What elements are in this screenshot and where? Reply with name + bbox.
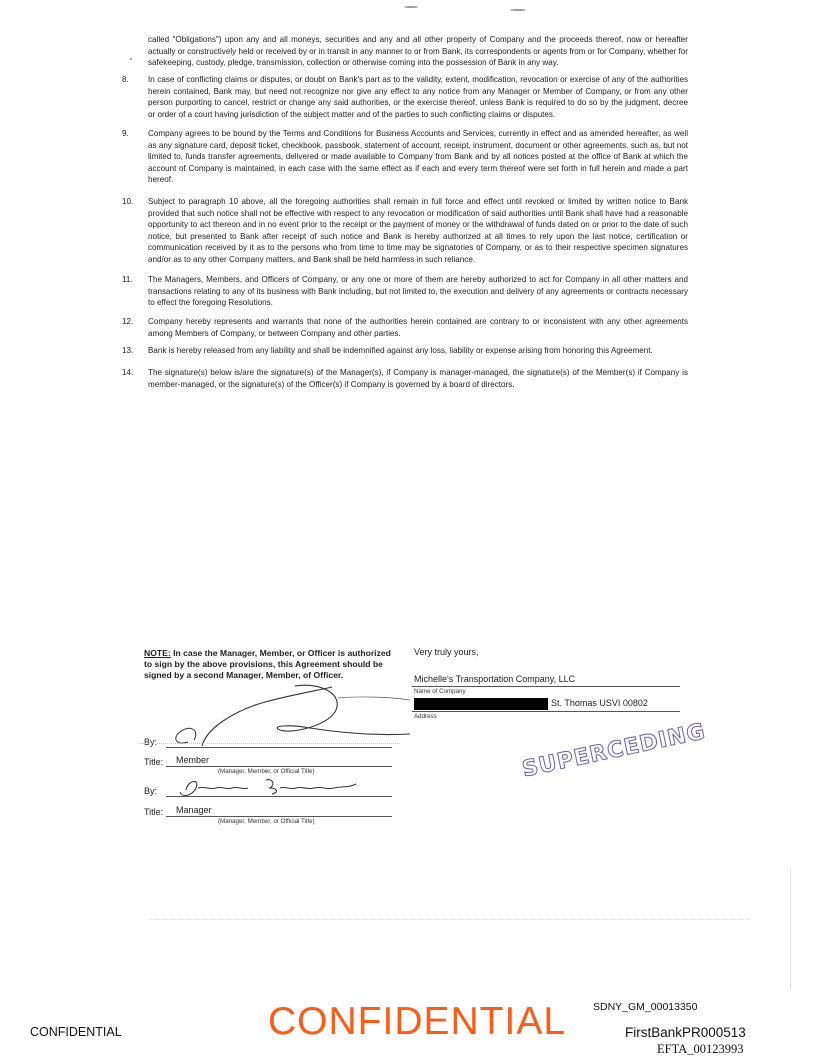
paragraph-text: In case of conflicting claims or disputes, or doubt on Bank's part as to the validity, extent, modification, revocation or exercise of any of the authorities herein contained, Bank may, but need not recognize nor give any effect to any notice from any Manager or Member of Company, or from any other person purporting to cancel, restrict or change any said authorities, or the exercise thereof, unless Bank is required to do so by the judgment, decree or order of a court having jurisdiction of the subject matter and of the parties to such conflicting claims or disputes. — [148, 75, 688, 119]
bates-number: FirstBankPR000513 — [625, 1025, 746, 1040]
signature-1 — [170, 672, 430, 752]
signature-line-2 — [166, 796, 392, 797]
scan-artifact-line — [150, 919, 750, 920]
paragraph-8 — [122, 74, 688, 120]
company-name-line — [412, 686, 680, 687]
paragraph-number: 8. — [122, 75, 129, 84]
note-text: In case the Manager, Member, or Officer is authorized to sign by the above provisions, this Agreement should be signed by a second Manager, Member, of Officer. — [144, 648, 391, 680]
address-label: Address — [414, 713, 437, 720]
scan-speck — [404, 6, 418, 8]
title-label-1: Title: — [144, 757, 164, 767]
title-line-2 — [166, 816, 392, 817]
paragraph-11 — [122, 274, 688, 309]
paragraph-number: 12. — [122, 317, 134, 326]
paragraph-10 — [122, 196, 688, 266]
title-value-2: Manager — [176, 805, 212, 815]
paragraph-number: 10. — [122, 197, 134, 206]
confidential-label-left: CONFIDENTIAL — [30, 1025, 122, 1039]
paragraph-continued — [148, 34, 688, 69]
paragraph-text: The signature(s) below is/are the signature(s) of the Manager(s), if Company is manager-managed, the signature(s) of the Member(s) if Company is member-managed, or the signature(s) of the Officer(s) if Company is governed by a board of directors. — [148, 368, 688, 389]
paragraph-number: 11. — [122, 275, 133, 284]
paragraph-number: 9. — [122, 129, 129, 138]
paragraph-13 — [122, 345, 688, 357]
title-label-2: Title: — [144, 807, 164, 817]
paragraph-text: Subject to paragraph 10 above, all the foregoing authorities shall remain in full force and effect until revoked or limited by written notice to Bank provided that such notice shall not be effective with respect to any revocation or modification of said authorities until Bank shall have had a reasonable opportunity to act thereon and in no event prior to the receipt or the payment of money or the withdrawal of funds dated on or prior to the date of such notice, but presented to Bank after receipt of such notice and Bank is hereby authorized at all times to rely upon the last notice, certification or communication received by it as to the persons who from time to time may be signatories of Company, or as to their respective specimen signatures and/or as to any other Company matters, and Bank shall be held harmless in such reliance. — [148, 197, 688, 264]
scan-speck — [510, 9, 526, 11]
company-name-label: Name of Company — [414, 688, 466, 695]
confidential-watermark: CONFIDENTIAL — [268, 1000, 567, 1043]
paragraph-text: called "Obligations") upon any and all moneys, securities and any and all other property of Company and the proceeds thereof, now or hereafter actually or constructively held or received by or in transit in any manner to or from Bank, its correspondents or agents from or for Company, whether for safekeeping, custody, pledge, transmission, collection or otherwise coming into the possession of Bank in any way. — [148, 35, 688, 68]
signature-2 — [176, 774, 376, 804]
signature-line-1 — [166, 747, 392, 748]
redacted-address — [414, 698, 548, 710]
paragraph-text: Company agrees to be bound by the Terms and Conditions for Business Accounts and Services, currently in effect and as amended hereafter, as well as any signature card, deposit ticket, checkbook, passbook, statement of account, receipt, instrument, document or other agreements, such as, but not limited to, funds transfer agreements, delivered or made available to Company from Bank and by all notices posted at the office of Bank at which the account of Company is maintained, in each case with the same effect as if each and every term thereof were set forth in full herein and made a part hereof. — [148, 129, 688, 185]
closing-salutation: Very truly yours, — [414, 647, 479, 657]
paragraph-number: 14. — [122, 368, 134, 377]
title-line-1 — [166, 766, 392, 767]
efta-number: EFTA_00123993 — [657, 1042, 744, 1056]
title-value-1: Member — [176, 755, 210, 765]
company-name: Michelle's Transportation Company, LLC — [414, 674, 576, 684]
address-text: St. Thomas USVI 00802 — [551, 698, 648, 708]
note-label: NOTE: — [144, 648, 171, 658]
superceding-stamp: SUPERCEDING — [520, 719, 709, 783]
paragraph-12 — [122, 316, 688, 339]
by-label-2: By: — [144, 786, 158, 796]
address-line — [412, 711, 680, 712]
sdny-document-id: SDNY_GM_00013350 — [593, 1001, 698, 1013]
paragraph-text: Company hereby represents and warrants that none of the authorities herein contained are contrary to or inconsistent with any other agreements among Members of Company, or between Company and other parties. — [148, 317, 688, 338]
scan-speck — [130, 58, 132, 60]
paragraph-text: Bank is hereby released from any liability and shall be indemnified against any loss, liability or expense arising from honoring this Agreement. — [148, 346, 653, 355]
scan-artifact-line — [790, 870, 791, 990]
by-label-1: By: — [144, 737, 158, 747]
title-caption-1: (Manager, Member, or Official Title) — [218, 768, 315, 775]
paragraph-9 — [122, 128, 688, 186]
title-caption-2: (Manager, Member, or Official Title) — [218, 818, 315, 825]
scan-artifact-line — [140, 743, 400, 744]
paragraph-text: The Managers, Members, and Officers of Company, or any one or more of them are hereby authorized to act for Company in all other matters and transactions relating to any of its business with Bank including, but not limited to, the execution and delivery of any agreements or contracts necessary to effect the foregoing Resolutions. — [148, 275, 688, 308]
paragraph-14 — [122, 367, 688, 390]
paragraph-number: 13. — [122, 346, 134, 355]
